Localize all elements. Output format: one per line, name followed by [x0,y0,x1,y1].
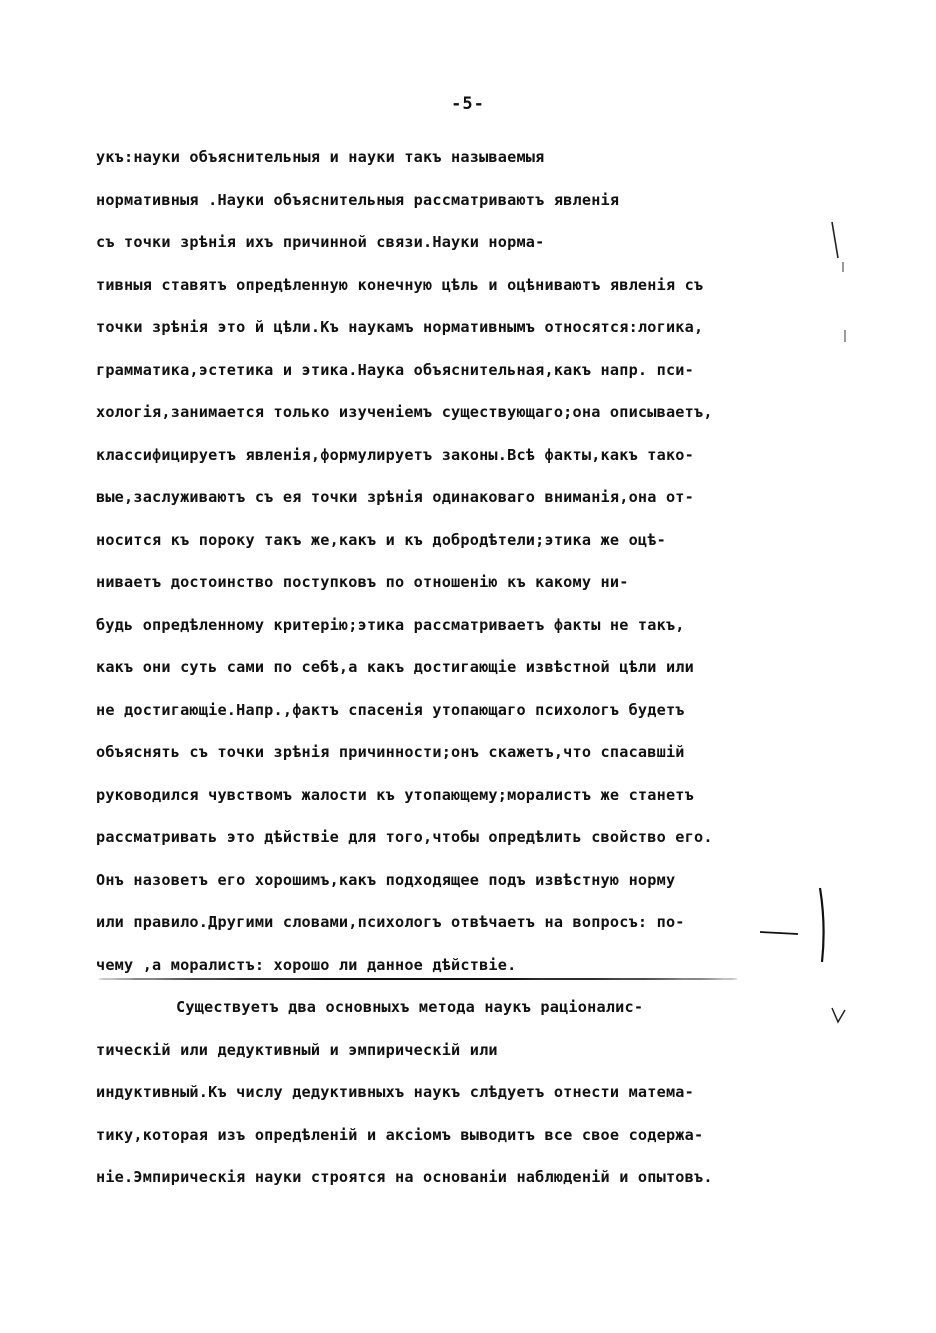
text-line: классифицируетъ явленія,формулируетъ законы.Всѣ факты,какъ тако- [96,445,694,464]
text-line: укъ:науки объяснительныя и науки такъ называемыя [96,148,545,166]
text-line: вые,заслуживаютъ съ ея точки зрѣнія одинаковаго вниманія,она от- [96,488,694,506]
text-line: нормативныя .Науки объяснительныя рассматриваютъ явленія [96,190,620,209]
text-line: точки зрѣнія это й цѣли.Къ наукамъ нормативнымъ относятся:логика, [96,318,704,336]
text-line: объяснять съ точки зрѣнія причинности;онъ скажетъ,что спасавшій [96,743,685,761]
paragraph-start-line: Существуетъ два основныхъ метода наукъ раціоналис- [176,998,644,1016]
text-line: рассматривать это дѣйствіе для того,чтобы опредѣлить свойство его. [96,828,713,846]
text-line: ніе.Эмпирическія науки строятся на основаніи наблюденій и опытовъ. [96,1168,713,1186]
text-line: съ точки зрѣнія ихъ причинной связи.Науки норма- [96,233,545,251]
text-line: носится къ пороку такъ же,какъ и къ добродѣтели;этика же оцѣ- [96,530,666,549]
text-line: хологія,занимается только изученіемъ существующаго;она описываетъ, [96,403,713,421]
text-line: тивныя ставятъ опредѣленную конечную цѣль и оцѣниваютъ явленія съ [96,275,704,294]
text-line: грамматика,эстетика и этика.Наука объяснительная,какъ напр. пси- [96,360,694,379]
text-line: тику,которая изъ опредѣленій и аксіомъ выводитъ все свое содержа- [96,1125,704,1144]
body-text [96,136,826,1199]
page-number: -5- [451,94,485,114]
underlined-text-line: чему ,а моралистъ: хорошо ли данное дѣйствіе. [96,955,517,974]
text-line: будь опредѣленному критерію;этика рассматриваетъ факты не такъ, [96,615,685,634]
margin-check-mark [832,1008,845,1022]
margin-stroke-mark [832,222,838,258]
text-line: не достигающіе.Напр.,фактъ спасенія утопающаго психологъ будетъ [96,700,685,719]
text-line: ниваетъ достоинство поступковъ по отношенію къ какому ни- [96,573,629,591]
text-line: руководился чувствомъ жалости къ утопающему;моралистъ же станетъ [96,785,694,804]
text-line: индуктивный.Къ числу дедуктивныхъ наукъ слѣдуетъ отнести матема- [96,1083,694,1101]
text-line: Онъ назоветъ его хорошимъ,какъ подходящее подъ извѣстную норму [96,870,676,889]
text-line: или правило.Другими словами,психологъ отвѣчаетъ на вопросъ: по- [96,913,685,931]
text-line: тическій или дедуктивный и эмпирическій или [96,1040,498,1059]
handwritten-underline [98,978,738,980]
text-line: какъ они суть сами по себѣ,а какъ достигающіе извѣстной цѣли или [96,658,694,676]
